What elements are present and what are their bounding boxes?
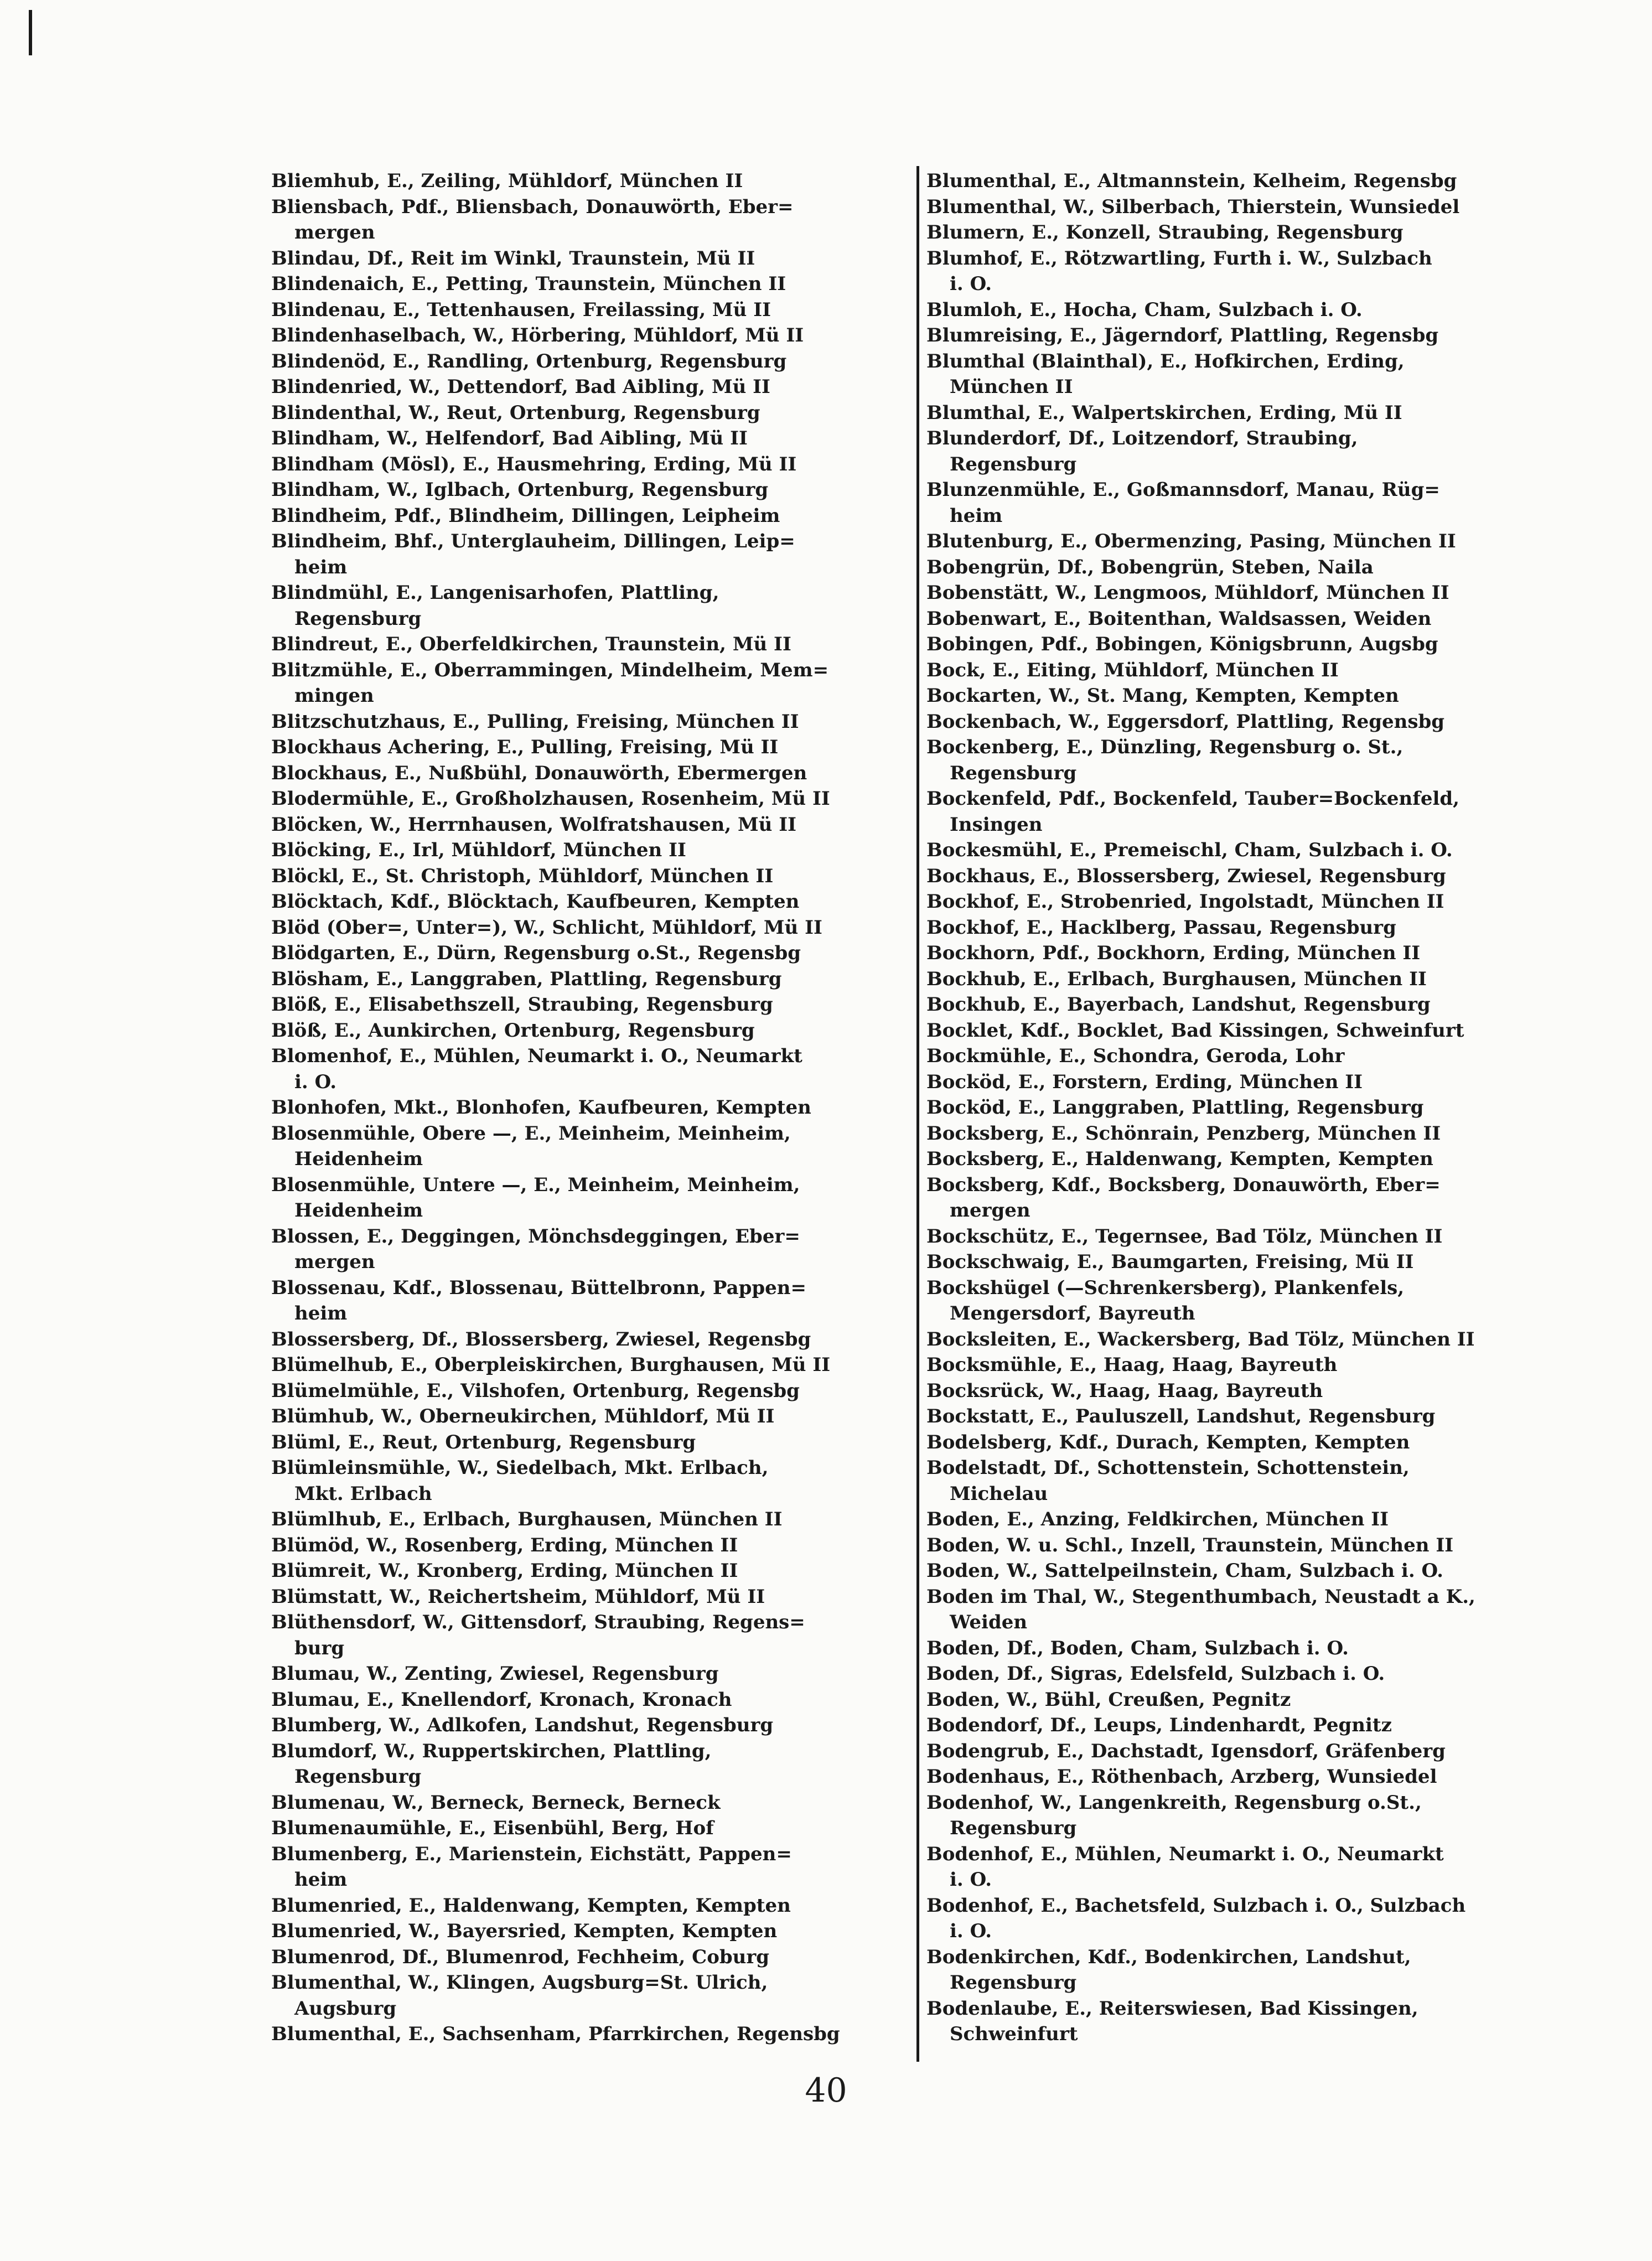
gazetteer-entry: Blosenmühle, Obere —, E., Meinheim, Meinheim, xyxy=(271,1122,791,1145)
gazetteer-entry: Blindheim, Pdf., Blindheim, Dillingen, Leipheim xyxy=(271,504,780,527)
entry-continuation: i. O. xyxy=(950,1869,992,1891)
gazetteer-entry: Blindenöd, E., Randling, Ortenburg, Regensburg xyxy=(271,350,787,372)
gazetteer-entry: Blunderdorf, Df., Loitzendorf, Straubing, xyxy=(926,427,1358,449)
gazetteer-entry: Bocköd, E., Langgraben, Plattling, Regensburg xyxy=(926,1096,1424,1119)
page-number: 40 xyxy=(805,2071,847,2110)
gazetteer-entry: Bodenhaus, E., Röthenbach, Arzberg, Wunsiedel xyxy=(926,1766,1437,1788)
gazetteer-entry: Bockhof, E., Strobenried, Ingolstadt, München II xyxy=(926,891,1444,913)
gazetteer-entry: Blunzenmühle, E., Goßmannsdorf, Manau, Rüg= xyxy=(926,479,1440,501)
gazetteer-entry: Blumberg, W., Adlkofen, Landshut, Regensburg xyxy=(271,1714,774,1736)
gazetteer-entry: Blindenhaselbach, W., Hörbering, Mühldorf, Mü II xyxy=(271,324,804,346)
gazetteer-entry: Blitzschutzhaus, E., Pulling, Freising, München II xyxy=(271,710,799,733)
gazetteer-entry: Blümleinsmühle, W., Siedelbach, Mkt. Erlbach, xyxy=(271,1457,769,1479)
gazetteer-entry: Boden, Df., Boden, Cham, Sulzbach i. O. xyxy=(926,1637,1349,1659)
entry-continuation: Mkt. Erlbach xyxy=(294,1482,432,1505)
gazetteer-entry: Blöcken, W., Herrnhausen, Wolfratshausen, Mü II xyxy=(271,813,797,836)
gazetteer-entry: Bockshügel (—Schrenkersberg), Plankenfels, xyxy=(926,1276,1405,1299)
gazetteer-entry: Blumenau, W., Berneck, Berneck, Berneck xyxy=(271,1791,721,1814)
gazetteer-entry: Blümhub, W., Oberneukirchen, Mühldorf, Mü II xyxy=(271,1405,775,1427)
gazetteer-entry: Bodelsberg, Kdf., Durach, Kempten, Kempten xyxy=(926,1431,1410,1453)
entry-continuation: Insingen xyxy=(950,813,1043,836)
gazetteer-entry: Blöcking, E., Irl, Mühldorf, München II xyxy=(271,839,686,861)
gazetteer-entry: Blossersberg, Df., Blossersberg, Zwiesel, Regensbg xyxy=(271,1328,811,1351)
gazetteer-entry: Blösham, E., Langgraben, Plattling, Regensburg xyxy=(271,967,782,990)
gazetteer-entry: Blumhof, E., Rötzwartling, Furth i. W., Sulzbach xyxy=(926,247,1432,270)
margin-mark xyxy=(29,10,32,55)
gazetteer-entry: Blöd (Ober=, Unter=), W., Schlicht, Mühldorf, Mü II xyxy=(271,916,822,939)
gazetteer-entry: Blindenaich, E., Petting, Traunstein, München II xyxy=(271,273,786,295)
gazetteer-entry: Blümreit, W., Kronberg, Erding, München II xyxy=(271,1560,738,1582)
gazetteer-entry: Bocksberg, Kdf., Bocksberg, Donauwörth, Eber= xyxy=(926,1173,1441,1196)
entry-continuation: mergen xyxy=(950,1199,1030,1222)
gazetteer-entry: Bocksleiten, E., Wackersberg, Bad Tölz, München II xyxy=(926,1328,1475,1351)
gazetteer-entry: Blumenberg, E., Marienstein, Eichstätt, Pappen= xyxy=(271,1843,792,1865)
gazetteer-entry: Boden, W. u. Schl., Inzell, Traunstein, München II xyxy=(926,1534,1454,1556)
gazetteer-entry: Blumenrod, Df., Blumenrod, Fechheim, Coburg xyxy=(271,1946,770,1968)
gazetteer-entry: Bockschütz, E., Tegernsee, Bad Tölz, München II xyxy=(926,1225,1443,1248)
gazetteer-entry: Bocköd, E., Forstern, Erding, München II xyxy=(926,1070,1363,1093)
entry-continuation: heim xyxy=(294,556,348,578)
gazetteer-entry: Bobenwart, E., Boitenthan, Waldsassen, Weiden xyxy=(926,607,1432,630)
gazetteer-entry: Boden, W., Bühl, Creußen, Pegnitz xyxy=(926,1688,1291,1711)
gazetteer-entry: Bockesmühl, E., Premeischl, Cham, Sulzbach i. O. xyxy=(926,839,1453,861)
gazetteer-entry: Bodenlaube, E., Reiterswiesen, Bad Kissingen, xyxy=(926,1997,1418,2020)
gazetteer-entry: Bockhorn, Pdf., Bockhorn, Erding, München II xyxy=(926,942,1421,964)
entry-continuation: Regensburg xyxy=(950,762,1077,784)
gazetteer-entry: Blindenried, W., Dettendorf, Bad Aibling, Mü II xyxy=(271,376,770,398)
gazetteer-entry: Bocksrück, W., Haag, Haag, Bayreuth xyxy=(926,1379,1323,1402)
gazetteer-entry: Blindenthal, W., Reut, Ortenburg, Regensburg xyxy=(271,401,760,424)
gazetteer-entry: Blindenau, E., Tettenhausen, Freilassing, Mü II xyxy=(271,298,771,321)
right-column xyxy=(926,168,1574,2047)
gazetteer-entry: Blockhaus Achering, E., Pulling, Freising, Mü II xyxy=(271,736,779,758)
gazetteer-entry: Blindham, W., Helfendorf, Bad Aibling, Mü II xyxy=(271,427,748,449)
gazetteer-entry: Blumenthal, E., Sachsenham, Pfarrkirchen, Regensbg xyxy=(271,2023,840,2045)
gazetteer-entry: Boden, W., Sattelpeilnstein, Cham, Sulzbach i. O. xyxy=(926,1560,1443,1582)
entry-continuation: Mengersdorf, Bayreuth xyxy=(950,1302,1195,1324)
gazetteer-entry: Bodengrub, E., Dachstadt, Igensdorf, Gräfenberg xyxy=(926,1740,1446,1762)
gazetteer-entry: Bockstatt, E., Pauluszell, Landshut, Regensburg xyxy=(926,1405,1436,1427)
gazetteer-entry: Bocklet, Kdf., Bocklet, Bad Kissingen, Schweinfurt xyxy=(926,1019,1464,1042)
entry-continuation: Regensburg xyxy=(294,607,422,630)
gazetteer-entry: Blumloh, E., Hocha, Cham, Sulzbach i. O. xyxy=(926,298,1363,321)
gazetteer-entry: Bockenberg, E., Dünzling, Regensburg o. St., xyxy=(926,736,1404,758)
gazetteer-entry: Blöß, E., Aunkirchen, Ortenburg, Regensburg xyxy=(271,1019,755,1042)
gazetteer-entry: Blumenried, E., Haldenwang, Kempten, Kempten xyxy=(271,1894,791,1917)
gazetteer-entry: Bodelstadt, Df., Schottenstein, Schottenstein, xyxy=(926,1457,1410,1479)
entry-continuation: heim xyxy=(294,1302,348,1324)
gazetteer-entry: Blindham (Mösl), E., Hausmehring, Erding, Mü II xyxy=(271,453,797,475)
entry-continuation: Schweinfurt xyxy=(950,2023,1078,2045)
gazetteer-entry: Blümöd, W., Rosenberg, Erding, München II xyxy=(271,1534,738,1556)
gazetteer-entry: Blumreising, E., Jägerndorf, Plattling, Regensbg xyxy=(926,324,1439,346)
gazetteer-entry: Bliensbach, Pdf., Bliensbach, Donauwörth, Eber= xyxy=(271,195,794,218)
gazetteer-entry: Bockarten, W., St. Mang, Kempten, Kempten xyxy=(926,685,1399,707)
gazetteer-entry: Bockmühle, E., Schondra, Geroda, Lohr xyxy=(926,1045,1345,1067)
gazetteer-entry: Blüthensdorf, W., Gittensdorf, Straubing, Regens= xyxy=(271,1611,805,1633)
gazetteer-entry: Blümstatt, W., Reichertsheim, Mühldorf, Mü II xyxy=(271,1585,765,1608)
gazetteer-entry: Bobengrün, Df., Bobengrün, Steben, Naila xyxy=(926,556,1374,578)
gazetteer-entry: Bliemhub, E., Zeiling, Mühldorf, München II xyxy=(271,170,743,192)
gazetteer-entry: Bodenhof, E., Mühlen, Neumarkt i. O., Neumarkt xyxy=(926,1843,1444,1865)
column-rule xyxy=(916,166,919,2062)
gazetteer-entry: Bobingen, Pdf., Bobingen, Königsbrunn, Augsbg xyxy=(926,633,1438,655)
gazetteer-entry: Blumenried, W., Bayersried, Kempten, Kempten xyxy=(271,1920,778,1942)
gazetteer-entry: Blumenthal, W., Silberbach, Thierstein, Wunsiedel xyxy=(926,195,1460,218)
gazetteer-entry: Bock, E., Eiting, Mühldorf, München II xyxy=(926,659,1339,681)
entry-continuation: heim xyxy=(950,504,1003,527)
gazetteer-entry: Bocksberg, E., Haldenwang, Kempten, Kempten xyxy=(926,1148,1433,1170)
left-column xyxy=(271,168,913,2047)
gazetteer-entry: Blumenthal, W., Klingen, Augsburg=St. Ulrich, xyxy=(271,1972,768,1994)
gazetteer-entry: Bodenhof, E., Bachetsfeld, Sulzbach i. O., Sulzbach xyxy=(926,1894,1466,1917)
gazetteer-entry: Blöcktach, Kdf., Blöcktach, Kaufbeuren, Kempten xyxy=(271,891,800,913)
gazetteer-entry: Blonhofen, Mkt., Blonhofen, Kaufbeuren, Kempten xyxy=(271,1096,811,1119)
entry-continuation: mergen xyxy=(294,221,375,244)
gazetteer-entry: Blumenaumühle, E., Eisenbühl, Berg, Hof xyxy=(271,1817,714,1839)
gazetteer-entry: Blossen, E., Deggingen, Mönchsdeggingen, Eber= xyxy=(271,1225,800,1248)
gazetteer-entry: Blindau, Df., Reit im Winkl, Traunstein, Mü II xyxy=(271,247,755,270)
gazetteer-entry: Bockhub, E., Erlbach, Burghausen, München II xyxy=(926,967,1427,990)
gazetteer-entry: Blumthal (Blainthal), E., Hofkirchen, Erding, xyxy=(926,350,1405,372)
gazetteer-entry: Bodendorf, Df., Leups, Lindenhardt, Pegnitz xyxy=(926,1714,1392,1736)
gazetteer-entry: Blödgarten, E., Dürn, Regensburg o.St., Regensbg xyxy=(271,942,801,964)
gazetteer-entry: Blümelmühle, E., Vilshofen, Ortenburg, Regensbg xyxy=(271,1379,800,1402)
gazetteer-entry: Blindmühl, E., Langenisarhofen, Plattling, xyxy=(271,582,719,604)
entry-continuation: mergen xyxy=(294,1251,375,1273)
gazetteer-entry: Bockhaus, E., Blossersberg, Zwiesel, Regensburg xyxy=(926,865,1446,887)
entry-continuation: mingen xyxy=(294,685,374,707)
gazetteer-entry: Blomenhof, E., Mühlen, Neumarkt i. O., Neumarkt xyxy=(271,1045,802,1067)
gazetteer-entry: Bockhof, E., Hacklberg, Passau, Regensburg xyxy=(926,916,1396,939)
gazetteer-entry: Blossenau, Kdf., Blossenau, Büttelbronn, Pappen= xyxy=(271,1276,806,1299)
gazetteer-entry: Boden, E., Anzing, Feldkirchen, München II xyxy=(926,1508,1389,1530)
gazetteer-entry: Bockhub, E., Bayerbach, Landshut, Regensburg xyxy=(926,994,1431,1016)
entry-continuation: i. O. xyxy=(294,1070,337,1093)
entry-continuation: i. O. xyxy=(950,1920,992,1942)
gazetteer-entry: Bockenbach, W., Eggersdorf, Plattling, Regensbg xyxy=(926,710,1445,733)
gazetteer-entry: Blindheim, Bhf., Unterglauheim, Dillingen, Leip= xyxy=(271,530,795,552)
gazetteer-entry: Blumthal, E., Walpertskirchen, Erding, Mü II xyxy=(926,401,1402,424)
gazetteer-entry: Blumenthal, E., Altmannstein, Kelheim, Regensbg xyxy=(926,170,1457,192)
gazetteer-entry: Bockenfeld, Pdf., Bockenfeld, Tauber=Bockenfeld, xyxy=(926,788,1459,810)
entry-continuation: Regensburg xyxy=(950,1972,1077,1994)
gazetteer-entry: Bobenstätt, W., Lengmoos, Mühldorf, München II xyxy=(926,582,1449,604)
gazetteer-entry: Blindreut, E., Oberfeldkirchen, Traunstein, Mü II xyxy=(271,633,791,655)
entry-continuation: Augsburg xyxy=(294,1997,397,2020)
gazetteer-entry: Blosenmühle, Untere —, E., Meinheim, Meinheim, xyxy=(271,1173,800,1196)
gazetteer-entry: Bocksberg, E., Schönrain, Penzberg, München II xyxy=(926,1122,1441,1145)
gazetteer-entry: Blumau, E., Knellendorf, Kronach, Kronach xyxy=(271,1688,732,1711)
entry-continuation: Michelau xyxy=(950,1482,1048,1505)
gazetteer-entry: Boden, Df., Sigras, Edelsfeld, Sulzbach i. O. xyxy=(926,1663,1385,1685)
gazetteer-entry: Blodermühle, E., Großholzhausen, Rosenheim, Mü II xyxy=(271,788,830,810)
gazetteer-entry: Blumern, E., Konzell, Straubing, Regensburg xyxy=(926,221,1404,244)
gazetteer-entry: Blutenburg, E., Obermenzing, Pasing, München II xyxy=(926,530,1456,552)
gazetteer-entry: Boden im Thal, W., Stegenthumbach, Neustadt a K., xyxy=(926,1585,1475,1608)
gazetteer-entry: Blöß, E., Elisabethszell, Straubing, Regensburg xyxy=(271,994,773,1016)
gazetteer-entry: Bockschwaig, E., Baumgarten, Freising, Mü II xyxy=(926,1251,1414,1273)
entry-continuation: Heidenheim xyxy=(294,1148,423,1170)
entry-continuation: i. O. xyxy=(950,273,992,295)
gazetteer-entry: Blumau, W., Zenting, Zwiesel, Regensburg xyxy=(271,1663,719,1685)
entry-continuation: Regensburg xyxy=(294,1766,422,1788)
gazetteer-entry: Blitzmühle, E., Oberrammingen, Mindelheim, Mem= xyxy=(271,659,829,681)
gazetteer-entry: Bodenhof, W., Langenkreith, Regensburg o.St., xyxy=(926,1791,1422,1814)
entry-continuation: burg xyxy=(294,1637,345,1659)
gazetteer-entry: Bodenkirchen, Kdf., Bodenkirchen, Landshut, xyxy=(926,1946,1411,1968)
entry-continuation: Weiden xyxy=(950,1611,1028,1633)
entry-continuation: heim xyxy=(294,1869,348,1891)
gazetteer-entry: Blöckl, E., St. Christoph, Mühldorf, München II xyxy=(271,865,774,887)
gazetteer-entry: Blüml, E., Reut, Ortenburg, Regensburg xyxy=(271,1431,696,1453)
entry-continuation: Regensburg xyxy=(950,453,1077,475)
gazetteer-entry: Blindham, W., Iglbach, Ortenburg, Regensburg xyxy=(271,479,769,501)
entry-continuation: München II xyxy=(950,376,1073,398)
gazetteer-entry: Blümlhub, E., Erlbach, Burghausen, München II xyxy=(271,1508,783,1530)
gazetteer-entry: Blümelhub, E., Oberpleiskirchen, Burghausen, Mü II xyxy=(271,1354,831,1376)
entry-continuation: Heidenheim xyxy=(294,1199,423,1222)
entry-continuation: Regensburg xyxy=(950,1817,1077,1839)
gazetteer-entry: Blumdorf, W., Ruppertskirchen, Plattling, xyxy=(271,1740,712,1762)
gazetteer-entry: Blockhaus, E., Nußbühl, Donauwörth, Ebermergen xyxy=(271,762,807,784)
gazetteer-entry: Bocksmühle, E., Haag, Haag, Bayreuth xyxy=(926,1354,1338,1376)
